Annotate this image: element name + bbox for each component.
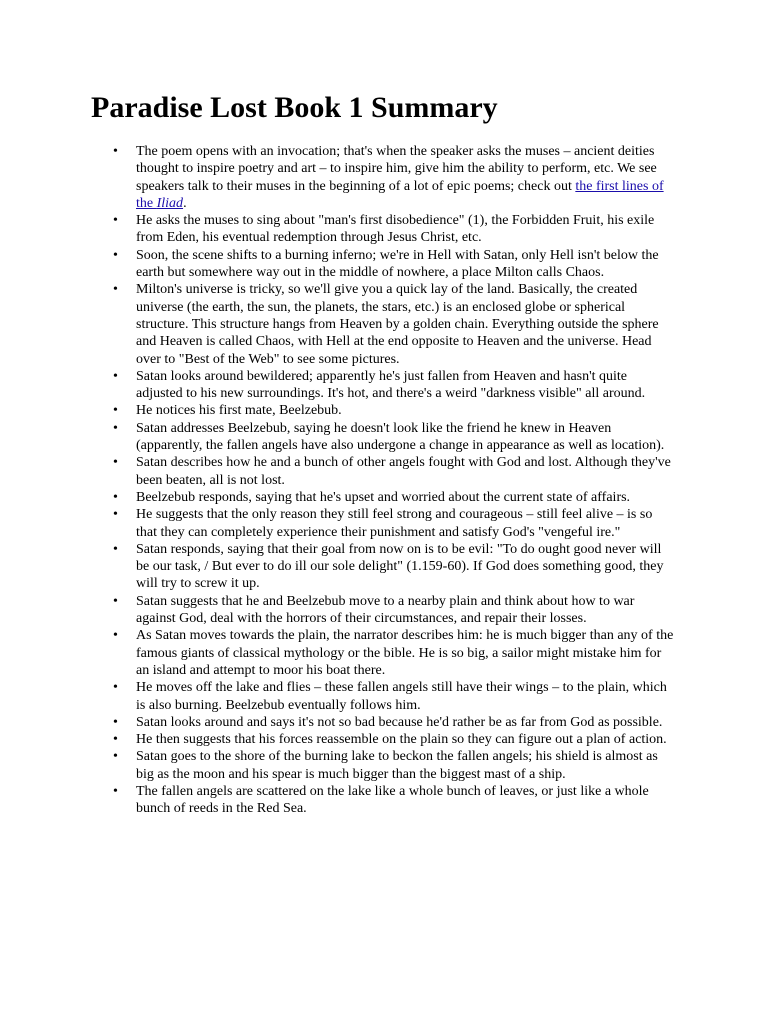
list-item-text: Beelzebub responds, saying that he's upset and worried about the current state of affairs.: [136, 489, 631, 505]
list-item: [136, 402, 676, 419]
page-title: Paradise Lost Book 1 Summary: [91, 91, 498, 124]
list-item-text: The poem opens with an invocation; that's when the speaker asks the muses – ancient deities thought to inspire poetry and art – to inspire him, give him the ability to perform, etc. We see speakers talk to their muses in the beginning of a lot of epic poems; check out: [136, 144, 657, 194]
summary-list: [136, 143, 676, 818]
list-item-text: Satan looks around bewildered; apparently he's just fallen from Heaven and hasn't quite adjusted to his new surroundings. It's hot, and there's a weird "darkness visible" all around.: [136, 368, 646, 402]
list-item-text: Satan describes how he and a bunch of other angels fought with God and lost. Although they've been beaten, all is not lost.: [136, 455, 671, 488]
iliad-link-text[interactable]: the first lines of the: [136, 178, 664, 211]
list-item-text: Satan responds, saying that their goal from now on is to be evil: "To do ought good never will be our task, / But ever to do ill our sole delight" (1.159-60). If God does something good, they will try to screw it up.: [136, 541, 664, 592]
list-item-text: As Satan moves towards the plain, the narrator describes him: he is much bigger than any of the famous giants of classical mythology or the bible. He is so big, a sailor might mistake him for an island and attempt to moor his boat there.: [136, 628, 674, 678]
list-item-text: Soon, the scene shifts to a burning inferno; we're in Hell with Satan, only Hell isn't below the earth but somewhere way out in the middle of nowhere, a place Milton calls Chaos.: [136, 247, 659, 281]
list-item: [136, 281, 676, 367]
list-item-text: Satan goes to the shore of the burning lake to beckon the fallen angels; his shield is almost as big as the moon and his spear is much bigger than the biggest mast of a ship.: [136, 749, 658, 782]
list-item: [136, 627, 676, 679]
list-item: [136, 489, 676, 506]
list-item: [136, 679, 676, 714]
list-item: [136, 368, 676, 403]
list-item: [136, 454, 676, 489]
list-item-text: Satan addresses Beelzebub, saying he doesn't look like the friend he knew in Heaven (apparently, the fallen angels have also undergone a change in appearance as well as location).: [136, 420, 665, 454]
list-item-text: He asks the muses to sing about "man's first disobedience" (1), the Forbidden Fruit, his exile from Eden, his eventual redemption through Jesus Christ, etc.: [136, 213, 655, 246]
list-item-text: The fallen angels are scattered on the lake like a whole bunch of leaves, or just like a whole bunch of reeds in the Red Sea.: [136, 783, 649, 817]
list-item: [136, 212, 676, 247]
list-item: [136, 731, 676, 748]
list-item-punctuation: .: [183, 195, 187, 211]
list-item: [136, 506, 676, 541]
list-item-text: Satan suggests that he and Beelzebub move to a nearby plain and think about how to war against God, deal with the horrors of their circumstances, and repair their losses.: [136, 593, 635, 627]
list-item-text: He then suggests that his forces reassemble on the plain so they can figure out a plan of action.: [136, 732, 667, 748]
list-item: [136, 714, 676, 731]
iliad-link-italic[interactable]: Iliad: [156, 195, 184, 211]
list-item-text: He notices his first mate, Beelzebub.: [136, 403, 342, 419]
list-item: [136, 748, 676, 783]
list-item-text: He moves off the lake and flies – these fallen angels still have their wings – to the plain, which is also burning. Beelzebub eventually follows him.: [136, 680, 667, 713]
list-item: [136, 593, 676, 628]
list-item: [136, 143, 676, 212]
list-item-text: He suggests that the only reason they still feel strong and courageous – still feel alive – is so that they can completely experience their punishment and satisfy God's "vengeful ire.": [136, 507, 653, 540]
list-item: [136, 420, 676, 455]
list-item-text: Satan looks around and says it's not so bad because he'd rather be as far from God as possible.: [136, 714, 663, 730]
list-item: [136, 541, 676, 593]
list-item: [136, 783, 676, 818]
list-item-text: Milton's universe is tricky, so we'll give you a quick lay of the land. Basically, the created universe (the earth, the sun, the planets, the stars, etc.) is an enclosed globe or spherical structure. This structure hangs from Heaven by a golden chain. Everything outside the sphere and Heaven is called Chaos, with Hell at the end opposite to Heaven and the universe. Head over to "Best of the Web" to see some pictures.: [136, 282, 659, 367]
list-item: [136, 247, 676, 282]
